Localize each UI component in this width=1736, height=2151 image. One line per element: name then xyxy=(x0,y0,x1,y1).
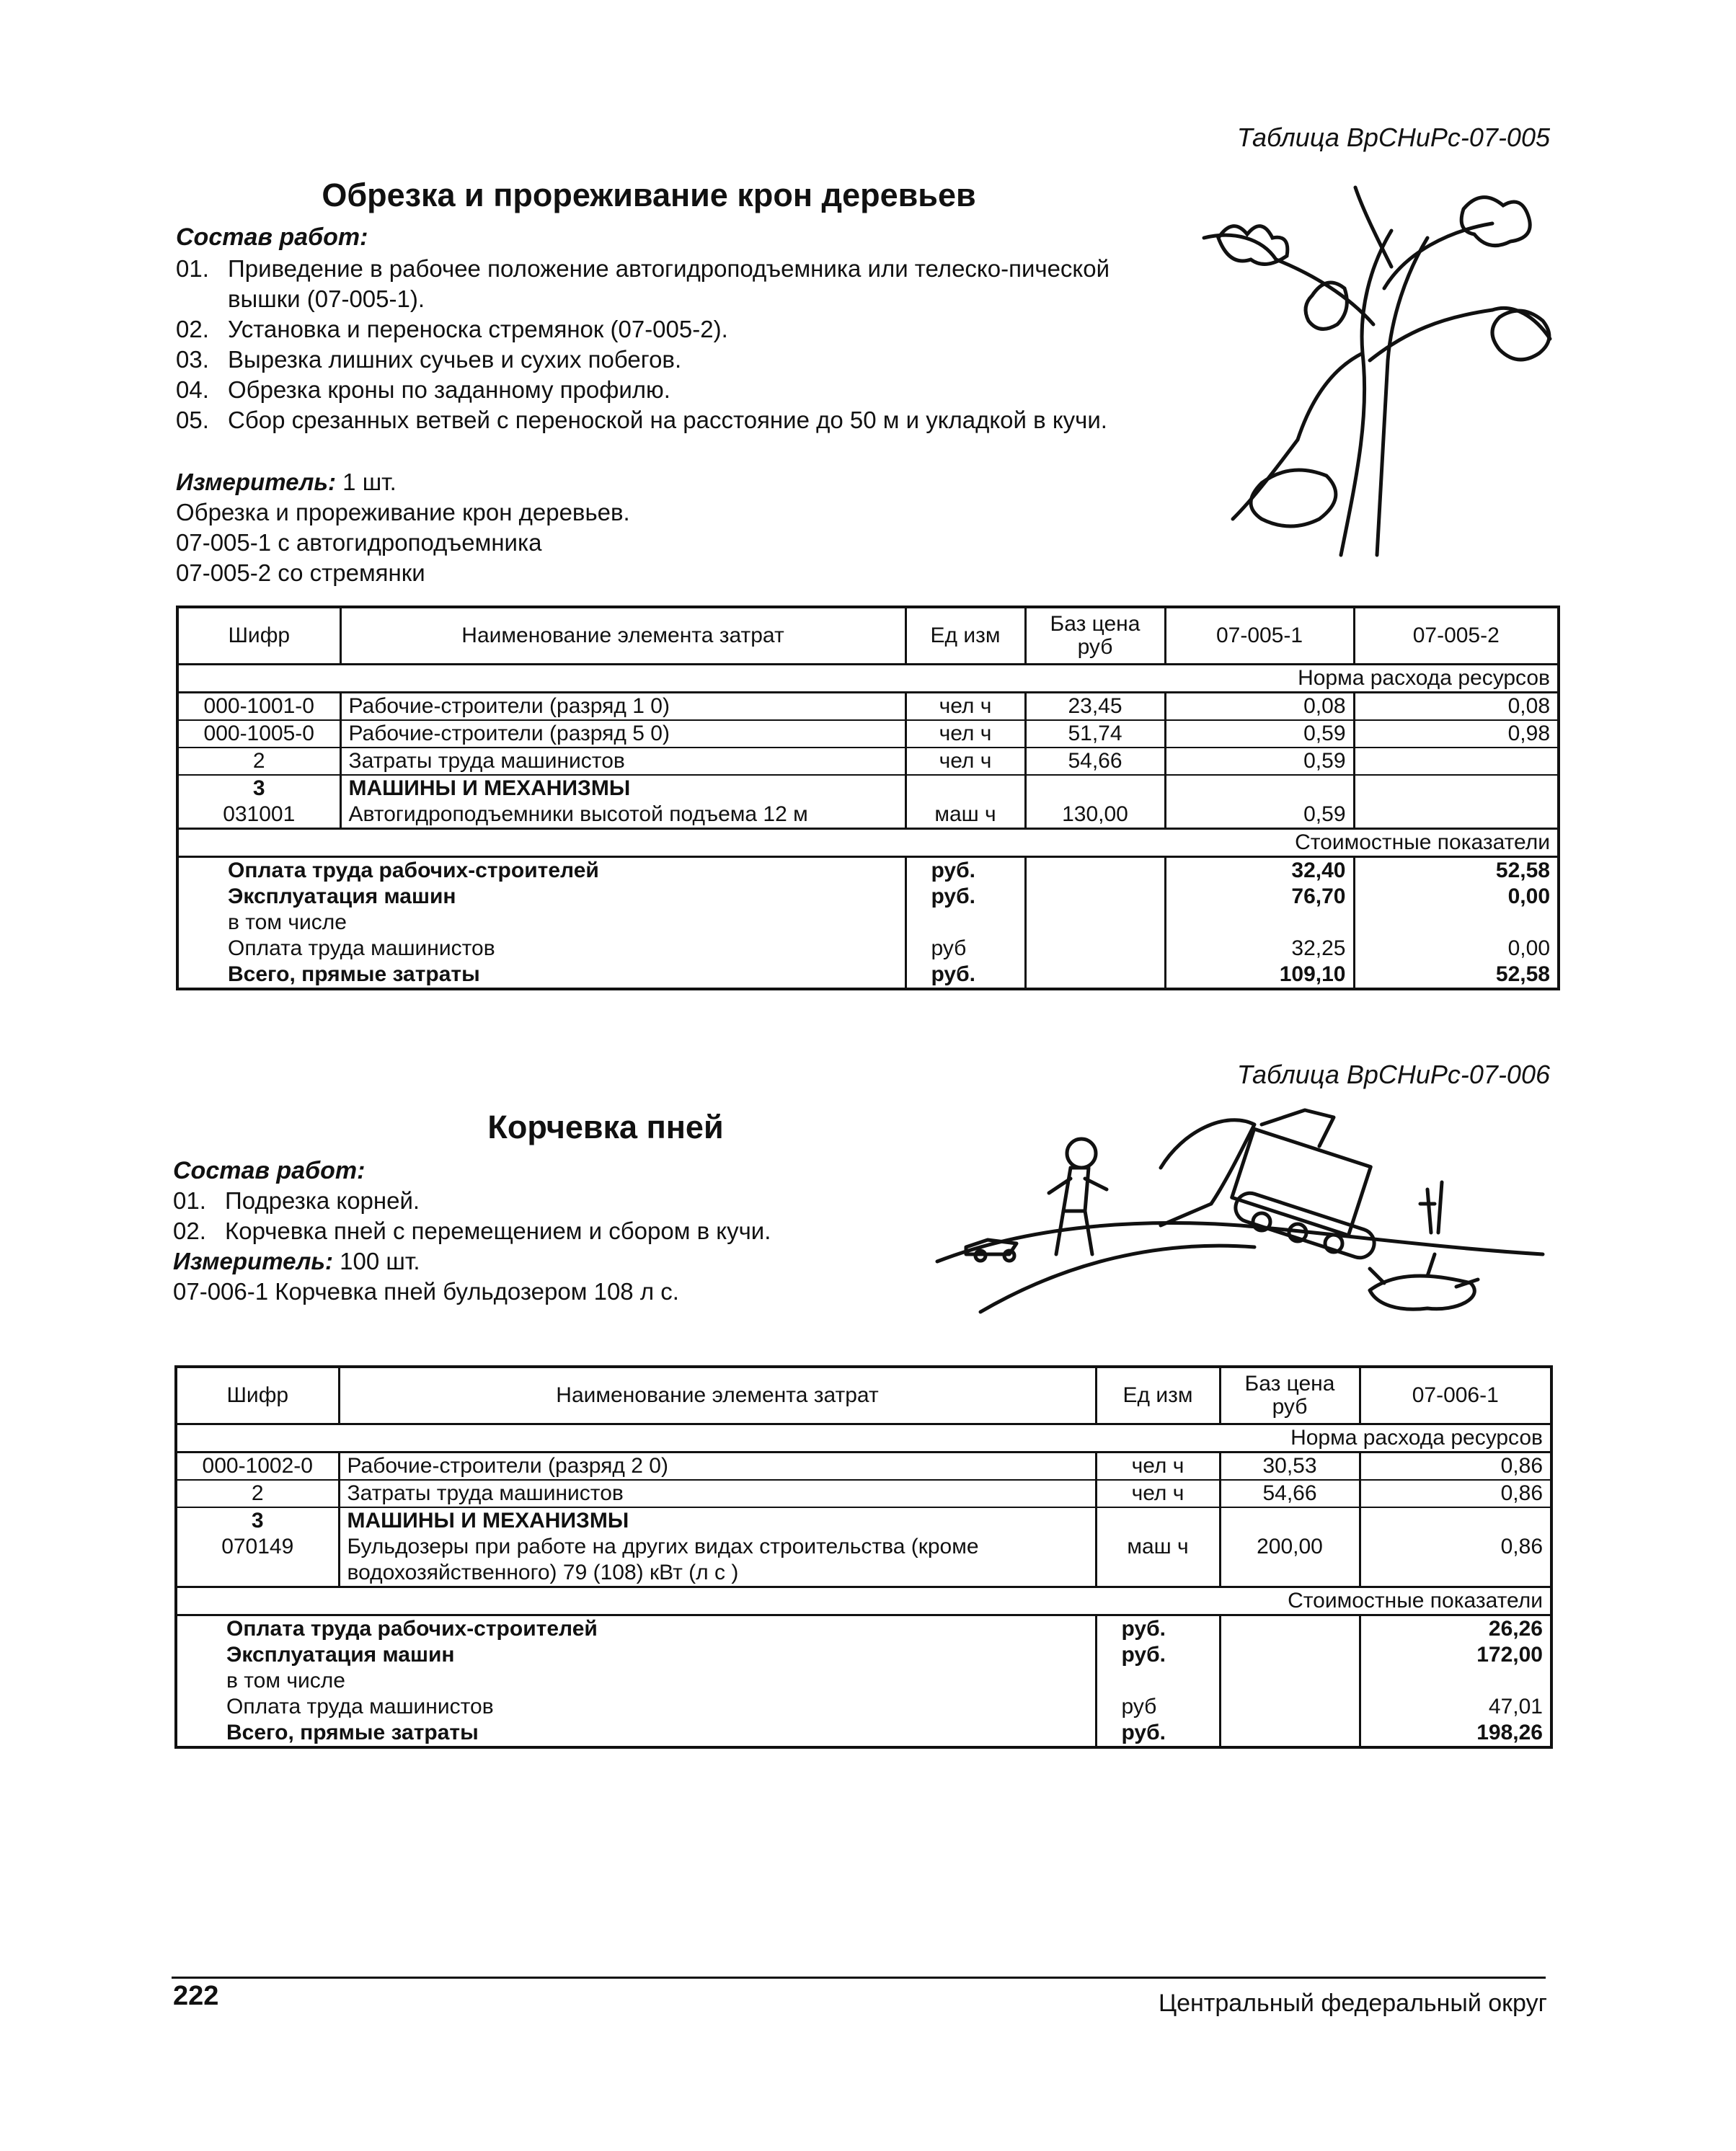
norm-label: Норма расхода ресурсов xyxy=(177,665,1559,693)
header-col-07-005-2: 07-005-2 xyxy=(1354,607,1559,665)
work-item: 02. Установка и переноска стремянок (07-005-2). xyxy=(176,316,728,342)
cost-row: Оплата труда рабочих-строителей руб. 26,26 xyxy=(176,1615,1551,1643)
measure-label: Измеритель: xyxy=(176,469,336,495)
cost-row: в том числе xyxy=(176,1668,1551,1694)
page-number: 222 xyxy=(173,1981,219,2011)
section-title: Корчевка пней xyxy=(487,1109,724,1145)
table-row: 000-1005-0 Рабочие-строители (разряд 5 0) чел ч 51,74 0,59 0,98 xyxy=(177,720,1559,748)
work-item: 02. Корчевка пней с перемещением и сбором в кучи. xyxy=(173,1218,771,1244)
header-col-07-005-1: 07-005-1 xyxy=(1165,607,1354,665)
header-code: Шифр xyxy=(177,607,340,665)
header-name: Наименование элемента затрат xyxy=(339,1367,1096,1424)
header-col-07-006-1: 07-006-1 xyxy=(1360,1367,1551,1424)
cost-row: Оплата труда машинистов руб 32,25 0,00 xyxy=(177,936,1559,962)
header-code: Шифр xyxy=(176,1367,339,1424)
desc-line: 07-005-2 со стремянки xyxy=(176,559,425,586)
cost-table-07-006 xyxy=(174,1365,1553,1749)
desc-line: 07-005-1 с автогидроподъемника xyxy=(176,529,542,556)
cost-row: Оплата труда машинистов руб 47,01 xyxy=(176,1694,1551,1720)
sostav-label: Состав работ: xyxy=(176,223,368,251)
section-title: Обрезка и прореживание крон деревьев xyxy=(322,177,976,213)
footer-region: Центральный федеральный округ xyxy=(1158,1990,1547,2017)
measure-value: 100 шт. xyxy=(333,1248,420,1274)
work-list xyxy=(173,1186,966,1246)
work-item: 04. Обрезка кроны по заданному профилю. xyxy=(176,376,670,403)
sostav-label: Состав работ: xyxy=(173,1157,366,1184)
desc-line: Обрезка и прореживание крон деревьев. xyxy=(176,499,630,525)
measure-label: Измеритель: xyxy=(173,1248,333,1274)
machine-row: 3 070149 МАШИНЫ И МЕХАНИЗМЫ Бульдозеры при работе на других видах строительства (кроме водохозяйственного) 79 (108) кВт (л с ) маш ч 200,00 0,86 xyxy=(176,1507,1551,1587)
measure-block xyxy=(173,1246,679,1307)
cost-table-07-005 xyxy=(176,606,1560,990)
table-row: 2 Затраты труда машинистов чел ч 54,66 0,59 xyxy=(177,748,1559,775)
cost-row: Оплата труда рабочих-строителей руб. 32,40 52,58 xyxy=(177,857,1559,884)
work-item: 01. Подрезка корней. xyxy=(173,1187,420,1214)
cost-row: в том числе xyxy=(177,910,1559,936)
table-label: Таблица ВрСНиРс-07-006 xyxy=(1236,1060,1550,1089)
header-base-price: Баз цена руб xyxy=(1220,1367,1360,1424)
machine-row: 3 031001 МАШИНЫ И МЕХАНИЗМЫ Автогидроподъемники высотой подъема 12 м маш ч 130,00 0,59 xyxy=(177,775,1559,829)
work-list xyxy=(176,254,1142,435)
cost-row: Всего, прямые затраты руб. 109,10 52,58 xyxy=(177,962,1559,989)
bulldozer-illustration xyxy=(923,1096,1550,1341)
norm-label: Норма расхода ресурсов xyxy=(176,1424,1551,1453)
cost-label: Стоимостные показатели xyxy=(176,1587,1551,1615)
cost-row: Эксплуатация машин руб. 172,00 xyxy=(176,1642,1551,1668)
table-row: 000-1001-0 Рабочие-строители (разряд 1 0) чел ч 23,45 0,08 0,08 xyxy=(177,693,1559,721)
work-item: 01. Приведение в рабочее положение автогидроподъемника или телеско-пической вышки (07-005-1). xyxy=(176,255,1110,312)
header-unit: Ед изм xyxy=(1096,1367,1220,1424)
header-unit: Ед изм xyxy=(905,607,1025,665)
measure-block xyxy=(176,467,630,588)
header-name: Наименование элемента затрат xyxy=(340,607,905,665)
tree-pruning-illustration xyxy=(1190,180,1564,562)
cost-row: Всего, прямые затраты руб. 198,26 xyxy=(176,1720,1551,1747)
table-row: 000-1002-0 Рабочие-строители (разряд 2 0) чел ч 30,53 0,86 xyxy=(176,1453,1551,1481)
desc-line: 07-006-1 Корчевка пней бульдозером 108 л с. xyxy=(173,1278,679,1305)
header-base-price: Баз цена руб xyxy=(1025,607,1165,665)
footer-divider xyxy=(172,1977,1546,1979)
cost-label: Стоимостные показатели xyxy=(177,829,1559,857)
table-label: Таблица ВрСНиРс-07-005 xyxy=(1236,123,1550,152)
work-item: 05. Сбор срезанных ветвей с переноской на расстояние до 50 м и укладкой в кучи. xyxy=(176,407,1107,433)
measure-value: 1 шт. xyxy=(336,469,397,495)
work-item: 03. Вырезка лишних сучьев и сухих побегов. xyxy=(176,346,682,373)
cost-row: Эксплуатация машин руб. 76,70 0,00 xyxy=(177,884,1559,910)
table-row: 2 Затраты труда машинистов чел ч 54,66 0,86 xyxy=(176,1480,1551,1507)
